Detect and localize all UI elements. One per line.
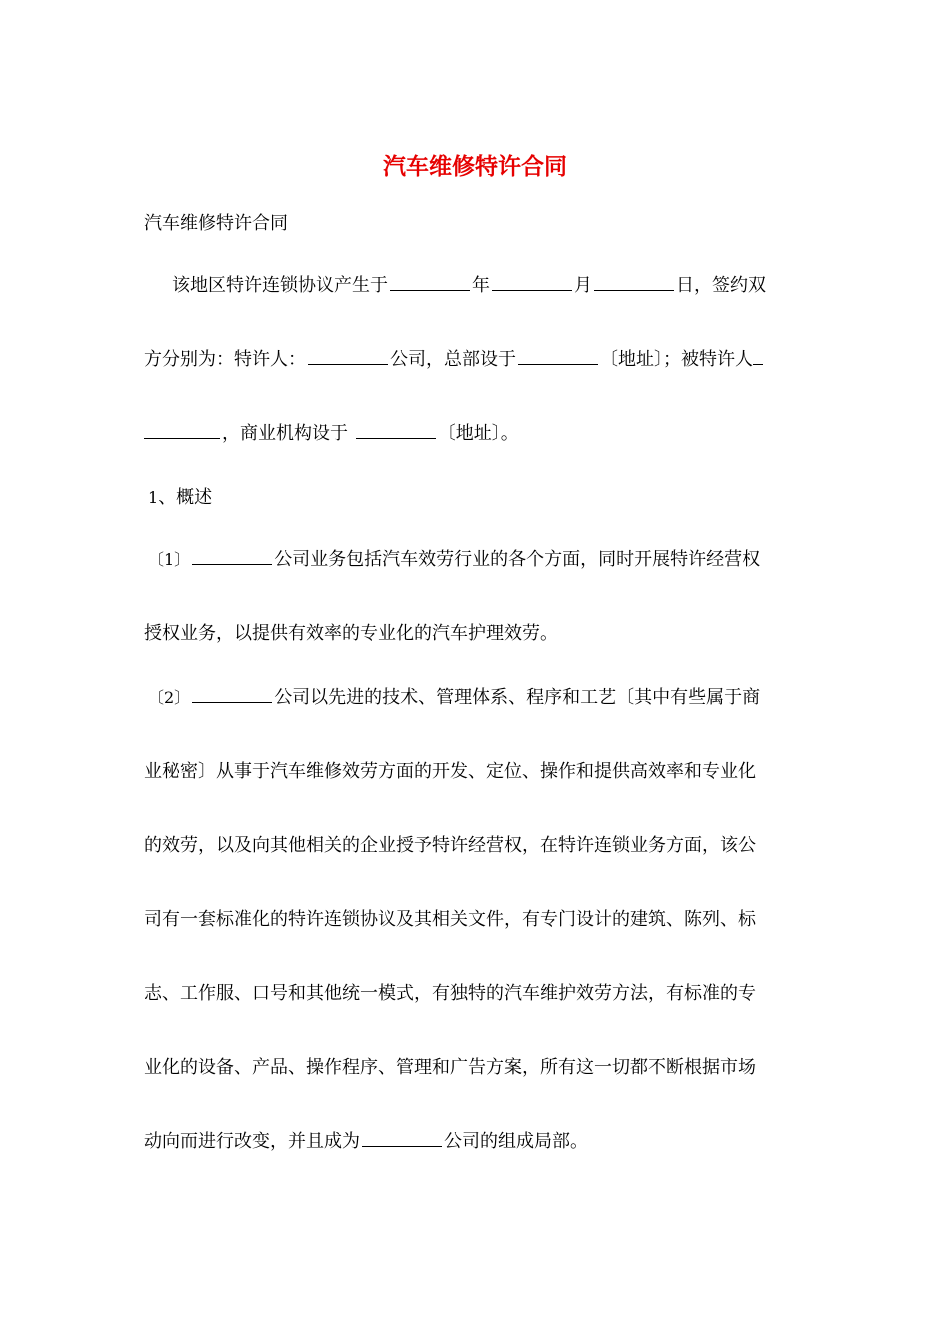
- franchisee-blank-start: [753, 363, 763, 365]
- year-label: 年: [472, 275, 490, 296]
- day-blank: [594, 289, 674, 291]
- hq-address-blank: [518, 363, 598, 365]
- business-office-text: ，商业机构设于: [222, 423, 354, 444]
- item-1-line-1: [148, 546, 818, 574]
- section-1-heading: [148, 484, 818, 512]
- item-1-company-blank: [192, 563, 272, 565]
- company-text: 公司，总部设于: [390, 349, 516, 370]
- item-1-line-2: 授权业务，以提供有效率的专业化的汽车护理效劳。: [144, 623, 558, 644]
- document-title: 汽车维修特许合同: [383, 154, 567, 180]
- franchisee-text: 〔地址〕；被特许人: [600, 349, 753, 370]
- month-blank: [492, 289, 572, 291]
- franchisee-blank-end: [144, 437, 220, 439]
- item-2-number: 〔2〕: [148, 688, 191, 707]
- document-subtitle: 汽车维修特许合同: [144, 213, 288, 234]
- section-number: 1: [148, 488, 159, 507]
- year-blank: [390, 289, 470, 291]
- item-2-ending-text: 动向而进行改变，并且成为: [144, 1131, 360, 1152]
- franchisor-blank: [308, 363, 388, 365]
- office-address-blank: [356, 437, 436, 439]
- intro-line-2: [144, 346, 814, 374]
- intro-line-3: [144, 420, 814, 448]
- item-2-final-text: 公司的组成局部。: [444, 1131, 588, 1152]
- day-label: 日，签约双: [676, 275, 766, 296]
- section-heading-text: 、概述: [158, 487, 213, 508]
- item-2-final-company-blank: [362, 1145, 442, 1147]
- month-label: 月: [574, 275, 592, 296]
- intro-line-1: [172, 272, 842, 300]
- parties-text: 方分别为：特许人：: [144, 349, 306, 370]
- item-2-line-5: 志、工作服、口号和其他统一模式，有独特的汽车维护效劳方法，有标准的专: [144, 983, 756, 1004]
- address-text: 〔地址〕。: [437, 423, 519, 444]
- item-2-line-4: 司有一套标准化的特许连锁协议及其相关文件，有专门设计的建筑、陈列、标: [144, 909, 756, 930]
- item-2-text: 公司以先进的技术、管理体系、程序和工艺〔其中有些属于商: [274, 687, 761, 708]
- intro-text: 该地区特许连锁协议产生于: [172, 275, 388, 296]
- item-2-line-3: 的效劳，以及向其他相关的企业授予特许经营权，在特许连锁业务方面，该公: [144, 835, 756, 856]
- item-2-line-7: [144, 1128, 814, 1156]
- item-2-line-2: 业秘密〕从事于汽车维修效劳方面的开发、定位、操作和提供高效率和专业化: [144, 761, 756, 782]
- item-2-company-blank: [192, 701, 272, 703]
- item-1-text: 公司业务包括汽车效劳行业的各个方面，同时开展特许经营权: [274, 549, 761, 570]
- item-1-number: 〔1〕: [148, 550, 191, 569]
- item-2-line-1: [148, 684, 818, 712]
- item-2-line-6: 业化的设备、产品、操作程序、管理和广告方案，所有这一切都不断根据市场: [144, 1057, 756, 1078]
